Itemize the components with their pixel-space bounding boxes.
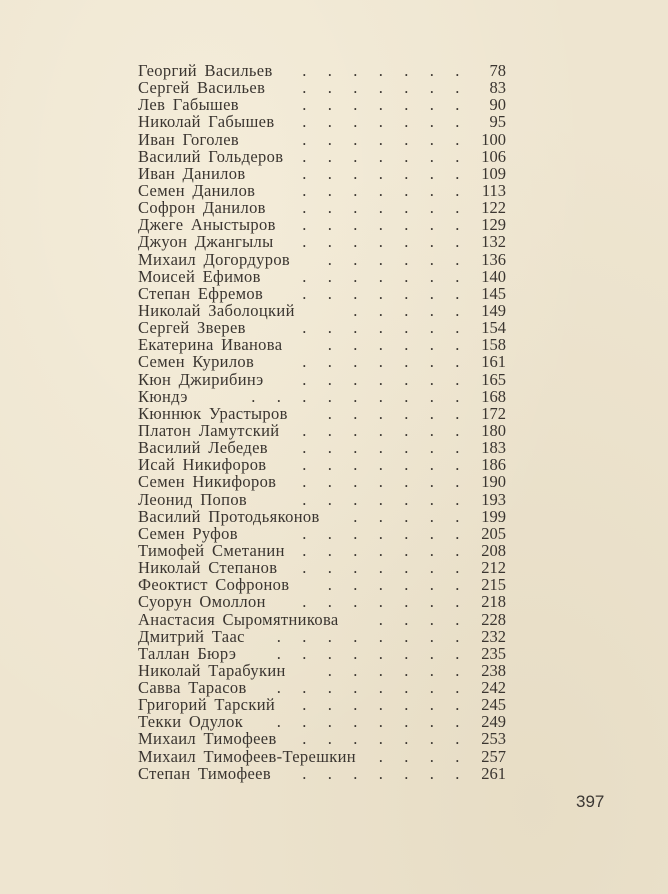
dot-leader: . . . . . . . (302, 164, 460, 182)
entry-page-number: 261 (481, 763, 506, 783)
index-entry (138, 388, 506, 405)
entry-page-number: 145 (481, 283, 506, 303)
dot-leader: . . . . . . . (302, 524, 460, 542)
dot-leader: . . . . . . . (302, 96, 460, 114)
dot-leader: . . . . . . . (302, 267, 460, 285)
index-entry (138, 559, 506, 576)
dot-leader: . . . . (378, 747, 460, 765)
index-entry (138, 542, 506, 559)
entry-page-number: 228 (481, 609, 506, 629)
dot-leader: . . . . . . . (302, 147, 460, 165)
entry-page-number: 199 (481, 506, 506, 526)
dot-leader: . . . . . . . (302, 764, 460, 782)
entry-page-number: 113 (481, 180, 506, 200)
index-entry (138, 165, 506, 182)
entry-name: Семен Руфов (138, 523, 238, 543)
dot-leader: . . . . . . . (302, 79, 460, 97)
index-entry (138, 593, 506, 610)
entry-page-number: 257 (481, 746, 506, 766)
index-entry (138, 576, 506, 593)
index-entry (138, 233, 506, 250)
entry-page-number: 186 (481, 455, 506, 475)
dot-leader: . . . . . . . (302, 696, 460, 714)
entry-name: Семен Курилов (138, 352, 255, 372)
entry-page-number: 208 (481, 540, 506, 560)
index-entry (138, 319, 506, 336)
entry-name: Исай Никифоров (138, 455, 267, 475)
index-entry (138, 439, 506, 456)
entry-name: Кюннюк Урастыров (138, 403, 288, 423)
dot-leader: . . . . . . . (302, 216, 460, 234)
entry-page-number: 242 (481, 678, 506, 698)
index-entry (138, 216, 506, 233)
entry-page-number: 149 (481, 300, 506, 320)
index-entry (138, 96, 506, 113)
dot-leader: . . . . . (353, 507, 460, 525)
entry-page-number: 140 (481, 266, 506, 286)
entry-name: Сергей Васильев (138, 78, 266, 98)
index-entry (138, 628, 506, 645)
entry-name: Михаил Тимофеев-Терешкин (138, 746, 356, 766)
dot-leader: . . . . . . . (302, 473, 460, 491)
index-entry (138, 251, 506, 268)
entry-name: Николай Габышев (138, 112, 275, 132)
entry-page-number: 180 (481, 420, 506, 440)
entry-name: Лев Габышев (138, 95, 239, 115)
index-entry (138, 765, 506, 782)
dot-leader: . . . . (378, 610, 460, 628)
dot-leader: . . . . . . (327, 576, 460, 594)
entry-page-number: 109 (481, 163, 506, 183)
index-entry (138, 268, 506, 285)
entry-page-number: 78 (489, 61, 506, 80)
entry-name: Степан Ефремов (138, 283, 264, 303)
dot-leader: . . . . . . . (302, 181, 460, 199)
dot-leader: . . . . . . . (302, 199, 460, 217)
index-list (138, 62, 506, 782)
index-entry (138, 748, 506, 765)
index-entry (138, 456, 506, 473)
entry-name: Степан Тимофеев (138, 763, 271, 783)
dot-leader: . . . . . . . (302, 541, 460, 559)
dot-leader: . . . . . . . (302, 370, 460, 388)
index-entry (138, 679, 506, 696)
entry-page-number: 215 (481, 575, 506, 595)
dot-leader: . . . . . . . . (276, 627, 460, 645)
entry-name: Текки Одулок (138, 712, 244, 732)
dot-leader: . . . . . . . (302, 353, 460, 371)
index-entry (138, 491, 506, 508)
dot-leader: . . . . . . . (302, 62, 460, 79)
index-entry (138, 285, 506, 302)
entry-name: Моисей Ефимов (138, 266, 261, 286)
index-entry (138, 62, 506, 79)
entry-name: Семен Данилов (138, 180, 256, 200)
entry-name: Георгий Васильев (138, 61, 273, 80)
dot-leader: . . . . . . . . (276, 713, 460, 731)
entry-page-number: 249 (481, 712, 506, 732)
entry-page-number: 238 (481, 660, 506, 680)
entry-name: Анастасия Сыромятникова (138, 609, 339, 629)
entry-name: Николай Степанов (138, 558, 278, 578)
entry-page-number: 90 (489, 95, 506, 115)
index-entry (138, 713, 506, 730)
index-entry (138, 645, 506, 662)
entry-name: Василий Протодьяконов (138, 506, 320, 526)
entry-name: Суорун Омоллон (138, 592, 266, 612)
dot-leader: . . . . . . (327, 336, 460, 354)
index-entry (138, 199, 506, 216)
index-entry (138, 473, 506, 490)
dot-leader: . . . . . . (327, 250, 460, 268)
entry-name: Софрон Данилов (138, 198, 266, 218)
dot-leader: . . . . . . (327, 404, 460, 422)
entry-page-number: 218 (481, 592, 506, 612)
entry-page-number: 132 (481, 232, 506, 252)
dot-leader: . . . . . . . (302, 233, 460, 251)
entry-page-number: 168 (481, 386, 506, 406)
entry-name: Семен Никифоров (138, 472, 277, 492)
entry-page-number: 235 (481, 643, 506, 663)
index-entry (138, 371, 506, 388)
index-entry (138, 79, 506, 96)
dot-leader: . . . . . . . . (276, 644, 460, 662)
index-entry (138, 662, 506, 679)
entry-page-number: 165 (481, 369, 506, 389)
entry-name: Кюндэ (138, 386, 188, 406)
dot-leader: . . . . . . . (302, 130, 460, 148)
entry-page-number: 158 (481, 335, 506, 355)
dot-leader: . . . . . . . (302, 593, 460, 611)
entry-page-number: 190 (481, 472, 506, 492)
dot-leader: . . . . . . (327, 661, 460, 679)
entry-page-number: 106 (481, 146, 506, 166)
entry-page-number: 95 (489, 112, 506, 132)
entry-name: Михаил Догордуров (138, 249, 291, 269)
dot-leader: . . . . . . . (302, 490, 460, 508)
dot-leader: . . . . . . . (302, 559, 460, 577)
index-entry (138, 353, 506, 370)
dot-leader: . . . . . . . (302, 439, 460, 457)
entry-page-number: 129 (481, 215, 506, 235)
dot-leader: . . . . . . . (302, 113, 460, 131)
dot-leader: . . . . . . . (302, 421, 460, 439)
page-number: 397 (576, 792, 605, 811)
index-entry (138, 131, 506, 148)
entry-page-number: 122 (481, 198, 506, 218)
dot-leader: . . . . . . . (302, 730, 460, 748)
entry-name: Василий Лебедев (138, 438, 268, 458)
entry-name: Джуон Джангылы (138, 232, 274, 252)
entry-page-number: 161 (481, 352, 506, 372)
entry-name: Сергей Зверев (138, 318, 246, 338)
entry-page-number: 100 (481, 129, 506, 149)
dot-leader: . . . . . . . . . (251, 387, 460, 405)
entry-name: Джеге Аныстыров (138, 215, 276, 235)
entry-name: Григорий Тарский (138, 695, 276, 715)
dot-leader: . . . . . (353, 301, 460, 319)
entry-name: Николай Тарабукин (138, 660, 286, 680)
index-entry (138, 405, 506, 422)
index-entry (138, 525, 506, 542)
entry-name: Леонид Попов (138, 489, 248, 509)
entry-name: Михаил Тимофеев (138, 729, 277, 749)
index-entry (138, 182, 506, 199)
entry-name: Николай Заболоцкий (138, 300, 295, 320)
dot-leader: . . . . . . . . (276, 679, 460, 697)
entry-page-number: 212 (481, 558, 506, 578)
entry-name: Екатерина Иванова (138, 335, 283, 355)
dot-leader: . . . . . . . (302, 284, 460, 302)
dot-leader: . . . . . . . (302, 456, 460, 474)
entry-name: Дмитрий Таас (138, 626, 245, 646)
entry-name: Тимофей Сметанин (138, 540, 285, 560)
index-entry (138, 730, 506, 747)
entry-name: Василий Гольдеров (138, 146, 284, 166)
index-entry (138, 696, 506, 713)
entry-name: Феоктист Софронов (138, 575, 290, 595)
index-entry (138, 508, 506, 525)
entry-name: Платон Ламутский (138, 420, 280, 440)
entry-page-number: 205 (481, 523, 506, 543)
entry-name: Таллан Бюрэ (138, 643, 237, 663)
entry-page-number: 193 (481, 489, 506, 509)
index-entry (138, 113, 506, 130)
index-entry (138, 422, 506, 439)
entry-name: Савва Тарасов (138, 678, 247, 698)
entry-page-number: 172 (481, 403, 506, 423)
entry-page-number: 183 (481, 438, 506, 458)
entry-name: Иван Гоголев (138, 129, 240, 149)
index-entry (138, 611, 506, 628)
dot-leader: . . . . . . . (302, 319, 460, 337)
entry-name: Иван Данилов (138, 163, 246, 183)
entry-page-number: 245 (481, 695, 506, 715)
entry-page-number: 136 (481, 249, 506, 269)
index-entry (138, 336, 506, 353)
entry-page-number: 83 (489, 78, 506, 98)
index-entry (138, 148, 506, 165)
index-entry (138, 302, 506, 319)
entry-name: Кюн Джирибинэ (138, 369, 264, 389)
entry-page-number: 232 (481, 626, 506, 646)
entry-page-number: 253 (481, 729, 506, 749)
entry-page-number: 154 (481, 318, 506, 338)
